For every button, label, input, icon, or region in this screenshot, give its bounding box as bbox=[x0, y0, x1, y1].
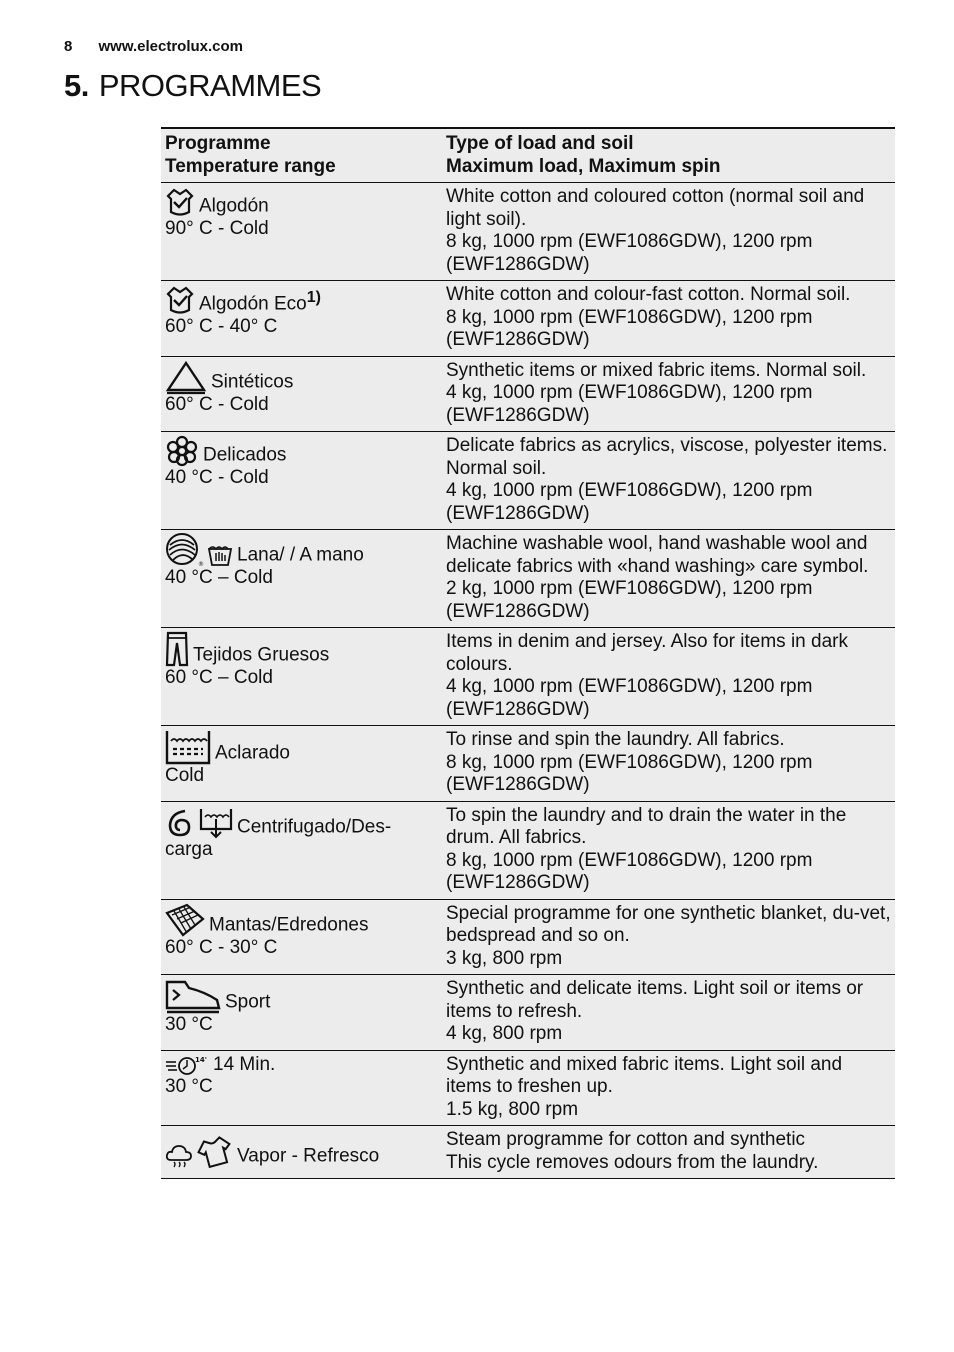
table-row bbox=[161, 1126, 895, 1179]
programme-temp: 60° C - 30° C bbox=[165, 936, 278, 958]
load-description: Delicate fabrics as acrylics, viscose, polyester items. Normal soil. bbox=[446, 435, 888, 479]
load-spin: 8 kg, 1000 rpm (EWF1086GDW), 1200 rpm (EWF1286GDW) bbox=[446, 231, 813, 275]
programme-cell bbox=[161, 432, 442, 530]
load-spin: 4 kg, 1000 rpm (EWF1086GDW), 1200 rpm (EWF1286GDW) bbox=[446, 480, 813, 524]
header-load-label: Type of load and soil bbox=[446, 133, 634, 154]
load-description: White cotton and coloured cotton (normal soil and light soil). bbox=[446, 186, 865, 230]
wool-icon bbox=[165, 533, 203, 567]
programme-name: Algodón bbox=[199, 195, 269, 217]
programme-name: Mantas/Edredones bbox=[209, 914, 369, 935]
programme-temp: 60° C - 40° C bbox=[165, 316, 278, 337]
load-spin: This cycle removes odours from the laundry. bbox=[446, 1151, 819, 1173]
page-header bbox=[64, 38, 243, 55]
rinse-icon bbox=[165, 729, 211, 765]
section-title bbox=[64, 68, 321, 104]
svg-text:®: ® bbox=[198, 561, 204, 568]
section-number: 5. bbox=[64, 68, 89, 103]
programme-name: Algodón Eco bbox=[199, 293, 307, 315]
programme-temp: Cold bbox=[165, 765, 205, 786]
load-spin: 1.5 kg, 800 rpm bbox=[446, 1098, 579, 1120]
synthetics-icon bbox=[165, 360, 207, 394]
load-cell bbox=[442, 1126, 895, 1179]
load-description: Steam programme for cotton and synthetic bbox=[446, 1129, 806, 1150]
load-spin: 4 kg, 1000 rpm (EWF1086GDW), 1200 rpm (EWF1286GDW) bbox=[446, 676, 813, 720]
sneaker-icon bbox=[165, 978, 221, 1014]
load-spin: 4 kg, 1000 rpm (EWF1086GDW), 1200 rpm (EWF1286GDW) bbox=[446, 382, 813, 426]
load-description: White cotton and colour-fast cotton. Normal soil. bbox=[446, 284, 851, 305]
header-spin-label: Maximum load, Maximum spin bbox=[446, 155, 721, 177]
quick-wash-timer-icon bbox=[165, 1054, 209, 1077]
table-row bbox=[161, 975, 895, 1051]
blanket-icon bbox=[165, 903, 205, 937]
load-description: Synthetic and delicate items. Light soil or items or items to refresh. bbox=[446, 978, 864, 1022]
load-description: To spin the laundry and to drain the water in the drum. All fabrics. bbox=[446, 804, 847, 848]
load-cell bbox=[442, 801, 895, 899]
table-row bbox=[161, 281, 895, 357]
load-spin: 3 kg, 800 rpm bbox=[446, 947, 563, 969]
programme-cell bbox=[161, 801, 442, 899]
programme-name: Lana/ / A mano bbox=[237, 544, 364, 566]
load-spin: 4 kg, 800 rpm bbox=[446, 1023, 563, 1044]
table-row bbox=[161, 183, 895, 281]
table-row bbox=[161, 726, 895, 802]
table-row bbox=[161, 530, 895, 628]
programme-cell bbox=[161, 899, 442, 975]
programme-name: 14 Min. bbox=[213, 1053, 276, 1075]
programme-name: Sport bbox=[225, 991, 271, 1013]
table-row bbox=[161, 899, 895, 975]
header-programme bbox=[161, 128, 442, 183]
table-row bbox=[161, 1050, 895, 1126]
load-description: Items in denim and jersey. Also for items in dark colours. bbox=[446, 631, 848, 675]
programme-cell bbox=[161, 1050, 442, 1126]
load-cell bbox=[442, 975, 895, 1051]
page-number: 8 bbox=[64, 38, 73, 55]
load-cell bbox=[442, 356, 895, 432]
load-spin: 8 kg, 1000 rpm (EWF1086GDW), 1200 rpm (EWF1286GDW) bbox=[446, 849, 813, 893]
header-temperature-label: Temperature range bbox=[165, 155, 336, 177]
svg-text:14': 14' bbox=[195, 1056, 207, 1064]
jeans-icon bbox=[165, 631, 189, 667]
programme-name: Tejidos Gruesos bbox=[193, 644, 330, 666]
programme-name: Vapor - Refresco bbox=[237, 1145, 380, 1167]
hand-wash-icon bbox=[207, 541, 233, 567]
programme-temp: 30 °C bbox=[165, 1076, 213, 1097]
load-description: Machine washable wool, hand washable wool and delicate fabrics with «hand washing» care symbol. bbox=[446, 533, 869, 577]
programme-cell bbox=[161, 1126, 442, 1179]
spin-icon bbox=[165, 807, 195, 839]
load-cell bbox=[442, 899, 895, 975]
section-title-text: PROGRAMMES bbox=[98, 68, 322, 103]
table-header-row bbox=[161, 128, 895, 183]
load-cell bbox=[442, 628, 895, 726]
load-cell bbox=[442, 183, 895, 281]
programme-temp: 40 °C - Cold bbox=[165, 467, 269, 488]
shirt-icon bbox=[197, 1136, 233, 1168]
load-description: To rinse and spin the laundry. All fabrics. bbox=[446, 729, 785, 750]
programme-cell bbox=[161, 356, 442, 432]
cotton-icon bbox=[165, 186, 195, 218]
table-row bbox=[161, 628, 895, 726]
programme-cell bbox=[161, 183, 442, 281]
header-programme-label: Programme bbox=[165, 133, 271, 154]
load-cell bbox=[442, 1050, 895, 1126]
programme-cell bbox=[161, 530, 442, 628]
load-spin: 8 kg, 1000 rpm (EWF1086GDW), 1200 rpm (EWF1286GDW) bbox=[446, 751, 813, 795]
header-load bbox=[442, 128, 895, 183]
programme-temp: 90° C - Cold bbox=[165, 218, 269, 239]
programme-cell bbox=[161, 281, 442, 357]
load-cell bbox=[442, 281, 895, 357]
table-row bbox=[161, 801, 895, 899]
load-spin: 2 kg, 1000 rpm (EWF1086GDW), 1200 rpm (EWF1286GDW) bbox=[446, 578, 813, 622]
programmes-table bbox=[161, 127, 895, 1179]
load-description: Synthetic and mixed fabric items. Light soil and items to freshen up. bbox=[446, 1053, 843, 1097]
footnote-marker: 1) bbox=[306, 289, 321, 307]
website-url[interactable]: www.electrolux.com bbox=[98, 38, 244, 55]
drain-icon bbox=[199, 805, 233, 839]
flower-icon bbox=[165, 435, 199, 467]
programme-temp: 60 °C – Cold bbox=[165, 667, 273, 688]
load-cell bbox=[442, 530, 895, 628]
cotton-icon bbox=[165, 284, 195, 316]
steam-cloud-icon bbox=[165, 1142, 193, 1168]
table-row bbox=[161, 356, 895, 432]
programme-temp: 40 °C – Cold bbox=[165, 567, 273, 588]
load-description: Synthetic items or mixed fabric items. Normal soil. bbox=[446, 359, 867, 381]
programme-temp: 30 °C bbox=[165, 1014, 213, 1035]
programme-name: Delicados bbox=[203, 444, 287, 466]
programme-cell bbox=[161, 975, 442, 1051]
load-description: Special programme for one synthetic blanket, du-vet, bedspread and so on. bbox=[446, 902, 891, 946]
programme-name: Centrifugado/Des-carga bbox=[165, 816, 392, 860]
programme-cell bbox=[161, 726, 442, 802]
programme-temp: 60° C - Cold bbox=[165, 393, 269, 415]
programme-name: Sintéticos bbox=[211, 371, 294, 392]
table-row bbox=[161, 432, 895, 530]
load-cell bbox=[442, 726, 895, 802]
programme-name: Aclarado bbox=[215, 742, 290, 764]
load-cell bbox=[442, 432, 895, 530]
load-spin: 8 kg, 1000 rpm (EWF1086GDW), 1200 rpm (EWF1286GDW) bbox=[446, 306, 813, 350]
programme-cell bbox=[161, 628, 442, 726]
